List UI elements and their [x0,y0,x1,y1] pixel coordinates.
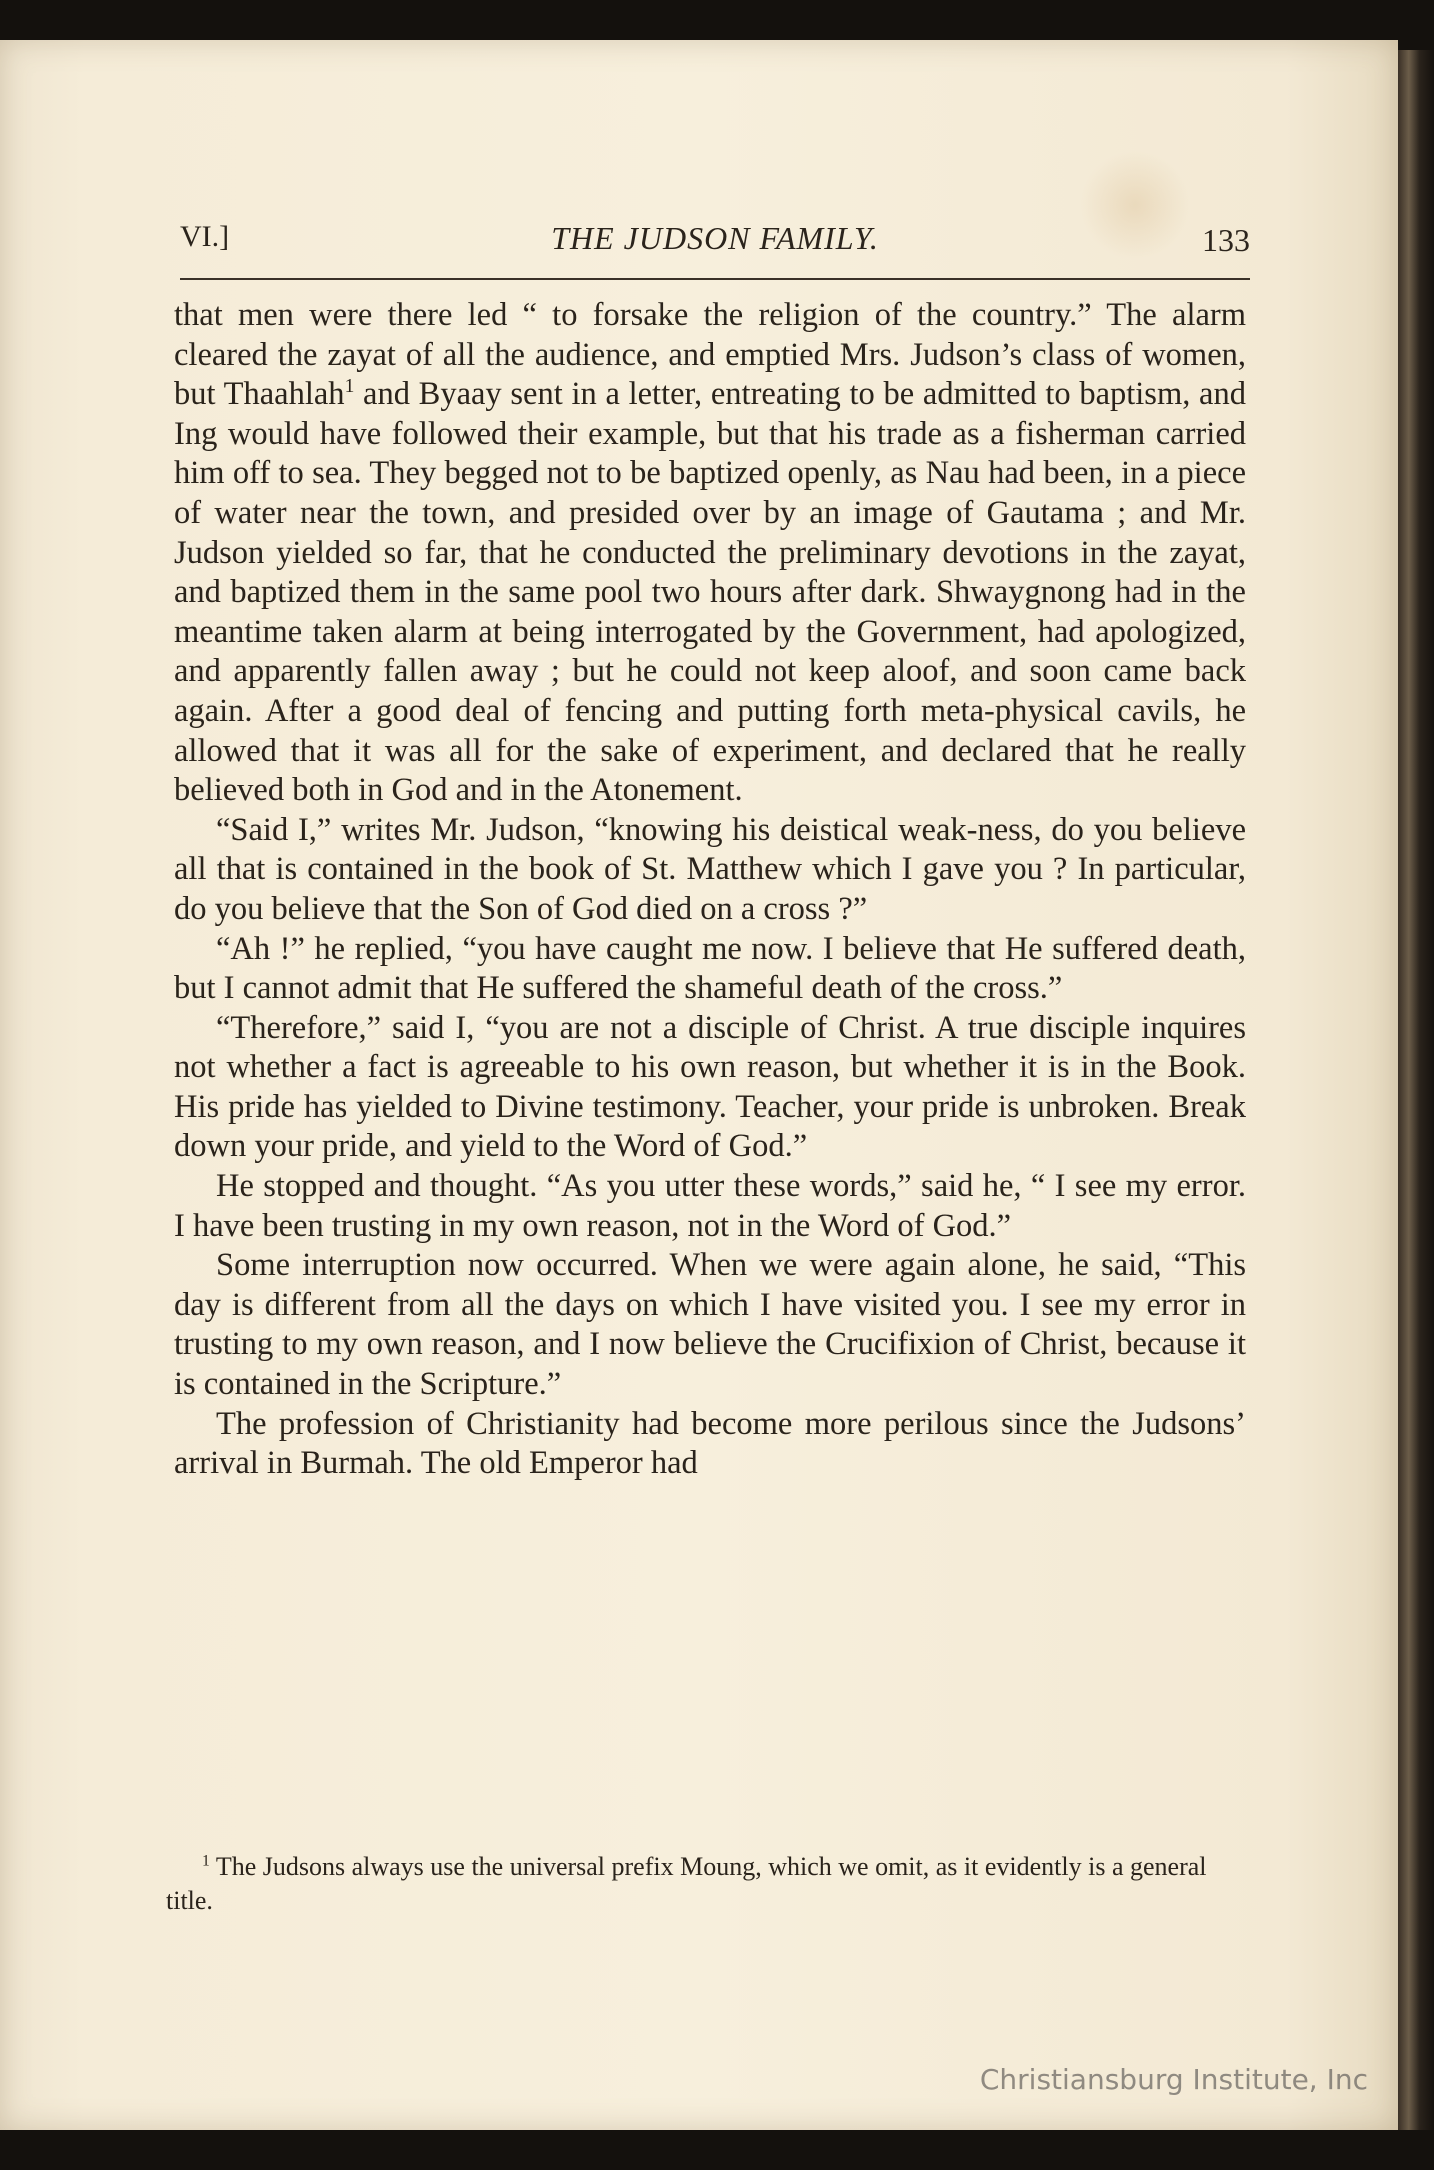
book-title: THE JUDSON FAMILY. [551,220,879,256]
running-head [180,210,1250,266]
footnote-text: The Judsons always use the universal prefix Moung, which we omit, as it evidently is a general title. [166,1852,1207,1915]
paragraph-1-continued: and Byaay sent in a letter, entreating to be admitted to baptism, and Ing would have followed their example, but that his trade as a fisherman carried him off to sea. They begged not to be baptized openly, as Nau had been, in a piece of water near the town, and presided over by an image of Gautama ; and Mr. Judson yielded so far, that he conducted the preliminary devotions in the zayat, and baptized them in the same pool two hours after dark. Shwaygnong had in the meantime taken alarm at being interrogated by the Government, had apologized, and apparently fallen away ; but he could not keep aloof, and soon came back again. After a good deal of fencing and putting forth meta-physical cavils, he allowed that it was all for the sake of experiment, and declared that he really believed both in God and in the Atonement. [174,376,1246,809]
paragraph-1-text: that men were there led “ to forsake the religion of the country.” The alarm cleared the zayat of all the audience, and emptied Mrs. Judson’s class of women, but Thaahlah [174,297,1246,413]
paragraph-4: “Therefore,” said I, “you are not a disciple of Christ. A true disciple inquires not whether a fact is agreeable to his own reason, but whether it is in the Book. His pride has yielded to Divine testimony. Teacher, your pride is unbroken. Break down your pride, and yield to the Word of God.” [174,1009,1246,1165]
body-text [174,296,1246,1484]
paragraph-1 [174,296,1246,811]
paragraph-6: Some interruption now occurred. When we were again alone, he said, “This day is different from all the days on which I have visited you. I see my error in trusting to my own reason, and I now believe the Crucifixion of Christ, because it is contained in the Scripture.” [174,1247,1246,1403]
paragraph-3: “Ah !” he replied, “you have caught me now. I believe that He suffered death, but I cannot admit that He suffered the shameful death of the cross.” [174,930,1246,1007]
footnote-marker: 1 [202,1852,210,1870]
chapter-number: VI.] [180,220,230,253]
page-number: 133 [1202,222,1250,258]
page-edge [1398,50,1434,2130]
footnote [166,1850,1230,1918]
paragraph-7: The profession of Christianity had become more perilous since the Judsons’ arrival in Burmah. The old Emperor had [174,1405,1246,1482]
footnote-reference: 1 [344,376,355,398]
paragraph-5: He stopped and thought. “As you utter these words,” said he, “ I see my error. I have been trusting in my own reason, not in the Word of God.” [174,1168,1246,1244]
paragraph-2: “Said I,” writes Mr. Judson, “knowing his deistical weak-ness, do you believe all that is contained in the book of St. Matthew which I gave you ? In particular, do you believe that the Son of God died on a cross ?” [174,811,1246,927]
watermark: Christiansburg Institute, Inc [979,2063,1368,2096]
header-rule [180,278,1250,280]
